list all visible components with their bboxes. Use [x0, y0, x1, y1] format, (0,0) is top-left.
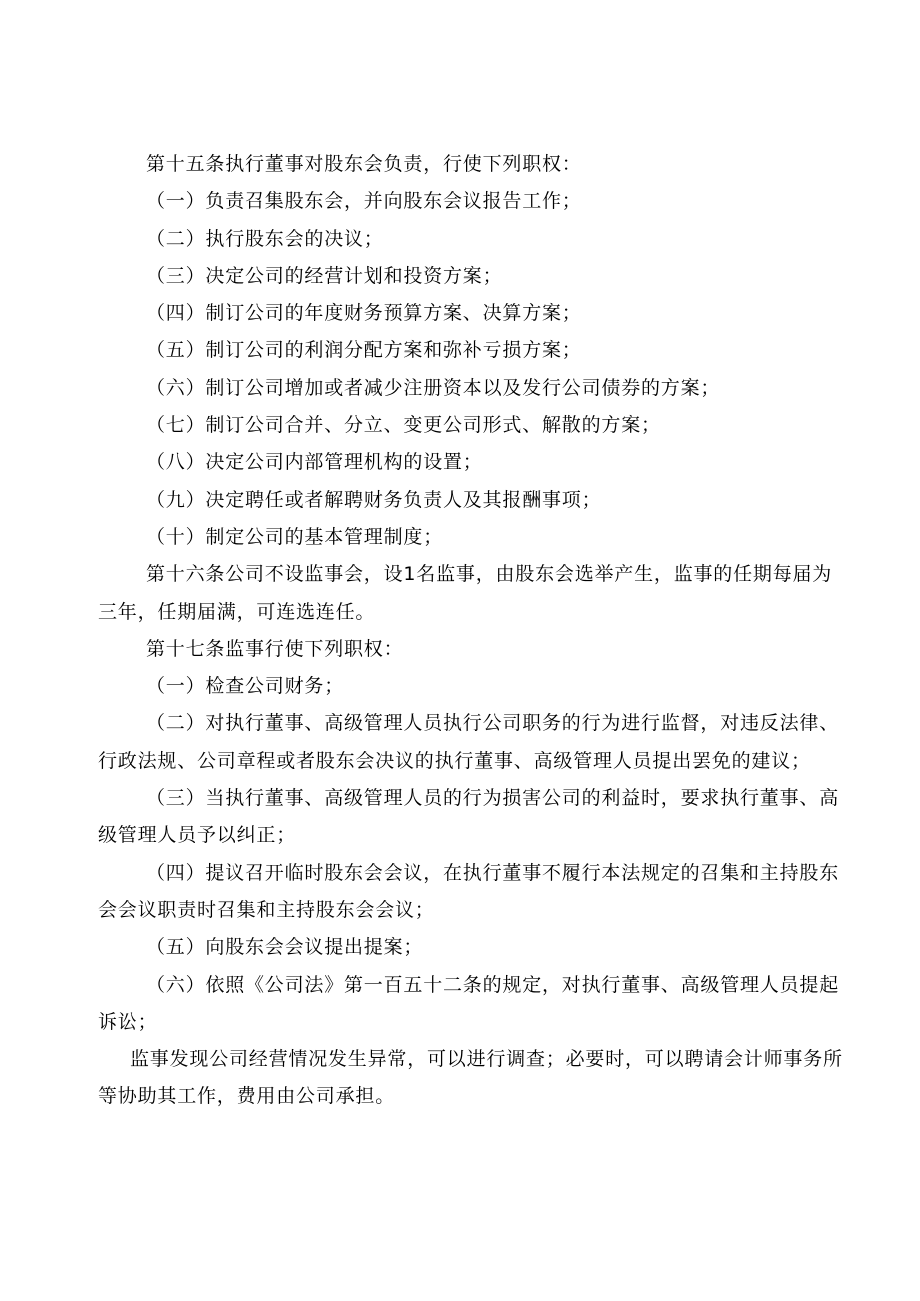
article-15-item-1: （一）负责召集股东会，并向股东会议报告工作；: [146, 190, 582, 213]
article-17-item-2: （二）对执行董事、高级管理人员执行公司职务的行为进行监督，对违反法律、行政法规、公司章程或者股东会决议的执行董事、高级管理人员提出罢免的建议；: [98, 712, 840, 772]
article-15-item-4: （四）制订公司的年度财务预算方案、决算方案；: [146, 302, 582, 325]
article-17-item-4: （四）提议召开临时股东会会议，在执行董事不履行本法规定的召集和主持股东会会议职责时召集和主持股东会会议；: [98, 861, 840, 921]
article-15-item-2: （二）执行股东会的决议；: [146, 227, 384, 250]
article-15-item-6: （六）制订公司增加或者减少注册资本以及发行公司债券的方案；: [146, 376, 721, 399]
article-15-heading: 第十五条执行董事对股东会负责，行使下列职权：: [146, 153, 582, 175]
article-15-item-7: （七）制订公司合并、分立、变更公司形式、解散的方案；: [146, 414, 661, 437]
supervisor-investigation-paragraph: 监事发现公司经营情况发生异常，可以进行调查；必要时，可以聘请会计师事务所等协助其工作，费用由公司承担。: [98, 1048, 843, 1108]
article-17-item-1: （一）检查公司财务；: [146, 675, 345, 698]
article-15-item-9: （九）决定聘任或者解聘财务负责人及其报酬事项；: [146, 488, 602, 511]
article-17-item-3: （三）当执行董事、高级管理人员的行为损害公司的利益时，要求执行董事、高级管理人员予以纠正；: [98, 787, 840, 847]
article-17-item-5: （五）向股东会会议提出提案；: [146, 936, 424, 959]
article-17-heading: 第十七条监事行使下列职权：: [146, 637, 404, 660]
article-17-item-6: （六）依照《公司法》第一百五十二条的规定，对执行董事、高级管理人员提起诉讼；: [98, 973, 840, 1033]
document-body: [98, 146, 848, 1116]
article-15-item-10: （十）制定公司的基本管理制度；: [146, 525, 444, 548]
article-15-item-8: （八）决定公司内部管理机构的设置；: [146, 451, 483, 474]
article-15-item-5: （五）制订公司的利润分配方案和弥补亏损方案；: [146, 339, 582, 362]
article-15-item-3: （三）决定公司的经营计划和投资方案；: [146, 264, 503, 287]
article-16: 第十六条公司不设监事会，设1名监事，由股东会选举产生，监事的任期每届为三年，任期届满，可连选连任。: [98, 563, 833, 623]
